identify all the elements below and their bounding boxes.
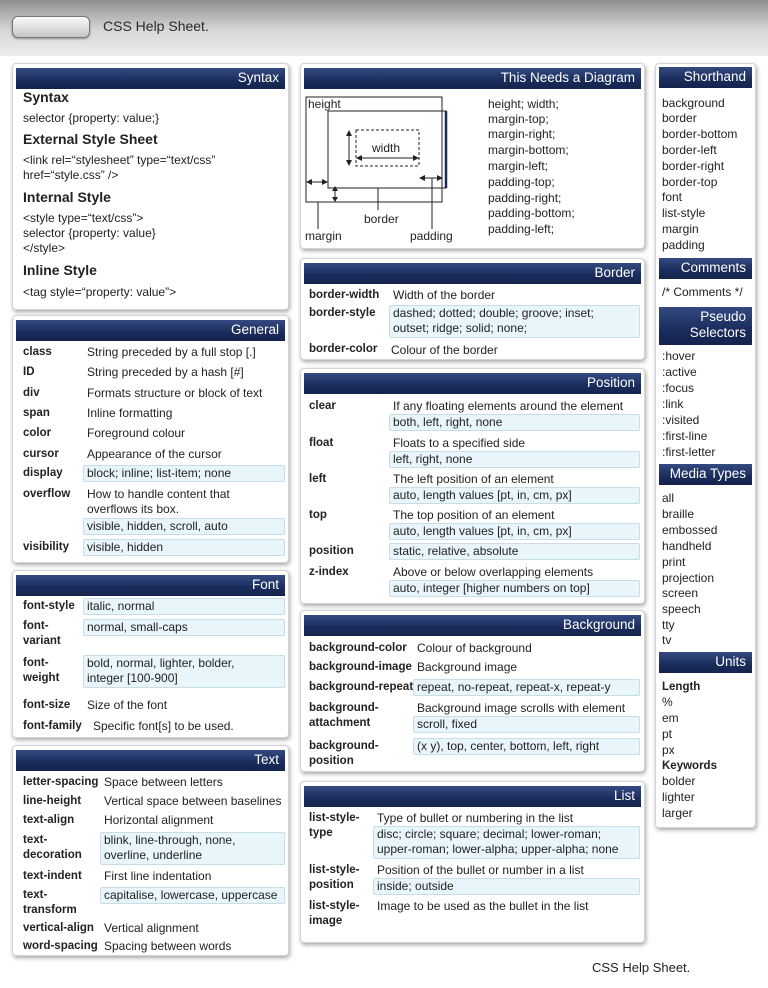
prop-values: left, right, none <box>389 451 640 468</box>
prop-desc: Type of bullet or numbering in the list <box>377 811 574 825</box>
prop-values: block; inline; list-item; none <box>83 465 285 482</box>
internal-heading: Internal Style <box>23 189 111 205</box>
border-panel <box>300 258 645 360</box>
prop-name: text-indent <box>23 870 82 882</box>
units-item: em <box>662 711 679 725</box>
comments-header: Comments <box>659 258 752 279</box>
units-item: % <box>662 695 673 709</box>
prop-name: cursor <box>23 448 59 460</box>
units-item: bolder <box>662 774 696 788</box>
prop-name: list-style- <box>309 864 360 876</box>
shorthand-item: border-bottom <box>662 127 738 141</box>
syntax-line: selector {property: value;} <box>23 111 160 125</box>
prop-desc: Vertical alignment <box>104 921 199 935</box>
prop-name: float <box>309 437 334 449</box>
prop-desc: Size of the font <box>87 698 168 712</box>
prop-name: vertical-align <box>23 922 94 934</box>
position-panel <box>300 368 645 604</box>
font-header: Font <box>16 575 285 596</box>
prop-desc: overflows its box. <box>87 502 180 516</box>
prop-name: list-style- <box>309 900 360 912</box>
prop-name: letter-spacing <box>23 776 99 788</box>
prop-name: background-repeat <box>309 681 414 693</box>
media-header: Media Types <box>659 464 752 485</box>
shorthand-item: border <box>662 111 697 125</box>
prop-name: overflow <box>23 488 71 500</box>
shorthand-header: Shorthand <box>659 67 752 88</box>
media-item: tv <box>662 633 672 647</box>
shorthand-item: border-right <box>662 159 725 173</box>
label-width: width <box>372 141 401 155</box>
prop-desc: Space between letters <box>104 775 223 789</box>
arrow-head <box>413 155 419 161</box>
general-header: General <box>16 320 285 341</box>
prop-name: list-style- <box>309 812 360 824</box>
prop-name: font-family <box>23 720 82 732</box>
prop-desc: Width of the border <box>393 288 496 302</box>
prop-desc: First line indentation <box>104 869 212 883</box>
prop-desc: Vertical space between baselines <box>104 794 282 808</box>
media-item: all <box>662 491 675 505</box>
prop-name: div <box>23 387 40 399</box>
pseudo-item: :focus <box>662 381 695 395</box>
prop-name: font-style <box>23 600 75 612</box>
media-item: tty <box>662 618 675 632</box>
external-heading: External Style Sheet <box>23 131 158 147</box>
prop-name: background- <box>309 702 379 714</box>
label-height: height <box>308 97 341 111</box>
prop-values: inside; outside <box>373 878 640 895</box>
box-prop: padding-right; <box>488 191 562 205</box>
pseudo-title-line: Selectors <box>689 325 746 340</box>
prop-name: border-style <box>309 307 376 319</box>
arrow-head <box>322 179 328 185</box>
media-item: screen <box>662 586 699 600</box>
prop-values: both, left, right, none <box>389 414 640 431</box>
prop-name: background-image <box>309 661 412 673</box>
box-prop: padding-top; <box>488 175 555 189</box>
prop-desc: String preceded by a hash [#] <box>87 365 244 379</box>
prop-desc: Formats structure or block of text <box>87 386 263 400</box>
media-item: handheld <box>662 539 712 553</box>
prop-name: position <box>309 879 354 891</box>
arrow-head <box>419 175 425 181</box>
prop-values: auto, length values [pt, in, cm, px] <box>389 523 640 540</box>
shorthand-item: font <box>662 190 683 204</box>
prop-values: capitalise, lowercase, uppercase <box>100 887 285 904</box>
text-header: Text <box>16 750 285 771</box>
internal-line-1: <style type=“text/css”> <box>23 211 144 225</box>
prop-name: line-height <box>23 795 82 807</box>
box-prop: margin-bottom; <box>488 143 569 157</box>
syntax-heading: Syntax <box>23 89 69 105</box>
prop-name: weight <box>23 672 60 684</box>
box-model-diagram <box>301 64 646 250</box>
prop-name: attachment <box>309 717 371 729</box>
top-bar <box>0 0 768 56</box>
arrow-head <box>332 197 338 202</box>
font-panel <box>12 570 289 738</box>
prop-name: class <box>23 346 52 358</box>
external-line-1: <link rel=“stylesheet” type=“text/css” <box>23 153 216 167</box>
prop-values: (x y), top, center, bottom, left, right <box>413 738 640 755</box>
prop-desc: Foreground colour <box>87 426 186 440</box>
prop-name: border-width <box>309 289 380 301</box>
pseudo-item: :link <box>662 397 684 411</box>
prop-desc: Floats to a specified side <box>393 436 526 450</box>
prop-desc: Above or below overlapping elements <box>393 565 594 579</box>
value-line: upper-roman; lower-alpha; upper-alpha; none <box>377 842 619 856</box>
prop-desc: Colour of the border <box>391 343 498 357</box>
text-panel <box>12 745 289 956</box>
box-prop: height; width; <box>488 97 559 111</box>
prop-values <box>100 832 285 865</box>
background-header: Background <box>304 615 641 636</box>
prop-name: position <box>309 755 354 767</box>
units-header: Units <box>659 652 752 673</box>
box-prop: margin-right; <box>488 127 556 141</box>
prop-values: normal, small-caps <box>83 619 285 636</box>
app-title: CSS Help Sheet. <box>103 18 209 34</box>
value-line: overline, underline <box>104 848 203 862</box>
prop-name: top <box>309 509 327 521</box>
prop-name: visibility <box>23 541 70 553</box>
arrow-head <box>346 130 352 136</box>
prop-values: static, relative, absolute <box>389 543 640 560</box>
prop-name: clear <box>309 400 336 412</box>
value-line: disc; circle; square; decimal; lower-roman; <box>377 827 602 841</box>
label-padding: padding <box>410 229 453 243</box>
prop-name: z-index <box>309 566 349 578</box>
shorthand-item: border-top <box>662 175 718 189</box>
units-item: pt <box>662 727 673 741</box>
label-border: border <box>364 212 399 226</box>
prop-name: ID <box>23 366 35 378</box>
arrow-head <box>356 155 362 161</box>
general-panel <box>12 315 289 563</box>
prop-name: text- <box>23 889 48 901</box>
units-item: lighter <box>662 790 695 804</box>
prop-desc: If any floating elements around the element <box>393 399 624 413</box>
shorthand-item: list-style <box>662 206 706 220</box>
diagram-panel <box>300 63 645 249</box>
pseudo-title-line: Pseudo <box>700 309 746 324</box>
external-line-2: href=“style.css” /> <box>23 168 119 182</box>
syntax-panel <box>12 63 289 310</box>
prop-desc: Specific font[s] to be used. <box>93 719 234 733</box>
prop-name: text-align <box>23 814 75 826</box>
prop-desc: Horizontal alignment <box>104 813 214 827</box>
prop-name: background- <box>309 740 379 752</box>
list-panel <box>300 781 645 943</box>
prop-values: auto, length values [pt, in, cm, px] <box>389 487 640 504</box>
box-prop: padding-bottom; <box>488 206 575 220</box>
arrow-head <box>306 179 312 185</box>
media-item: braille <box>662 507 695 521</box>
prop-desc: Spacing between words <box>104 939 232 953</box>
prop-name: background-color <box>309 642 407 654</box>
prop-desc: Image to be used as the bullet in the list <box>377 899 589 913</box>
prop-name: type <box>309 827 333 839</box>
prop-values <box>373 826 640 859</box>
prop-name: left <box>309 473 327 485</box>
prop-values: visible, hidden, scroll, auto <box>83 518 285 535</box>
units-item: larger <box>662 806 693 820</box>
pseudo-item: :visited <box>662 413 700 427</box>
prop-name: variant <box>23 635 61 647</box>
prop-name: border-color <box>309 343 378 355</box>
prop-name: text- <box>23 834 48 846</box>
prop-desc: How to handle content that <box>87 487 230 501</box>
right-column-panel <box>655 63 756 828</box>
media-item: embossed <box>662 523 718 537</box>
units-length-heading: Length <box>662 681 701 693</box>
position-header: Position <box>304 373 641 394</box>
units-keywords-heading: Keywords <box>662 760 717 772</box>
media-item: print <box>662 555 686 569</box>
prop-values <box>389 305 640 338</box>
value-line: dashed; dotted; double; groove; inset; <box>393 306 594 320</box>
arrow-head <box>346 160 352 166</box>
border-header: Border <box>304 263 641 284</box>
shorthand-item: padding <box>662 238 705 252</box>
prop-name: word-spacing <box>23 940 98 952</box>
prop-name: font-size <box>23 699 71 711</box>
pseudo-header <box>659 307 752 345</box>
prop-name: image <box>309 915 343 927</box>
comments-text: /* Comments */ <box>662 285 743 299</box>
box-prop: margin-left; <box>488 159 549 173</box>
prop-values: italic, normal <box>83 598 285 615</box>
prop-name: position <box>309 545 354 557</box>
prop-values: repeat, no-repeat, repeat-x, repeat-y <box>413 679 640 696</box>
prop-desc: Appearance of the cursor <box>87 447 222 461</box>
shorthand-item: border-left <box>662 143 717 157</box>
prop-desc: Background image scrolls with element <box>417 701 626 715</box>
internal-line-2: selector {property: value} <box>23 226 156 240</box>
prop-desc: Inline formatting <box>87 406 173 420</box>
units-item: px <box>662 743 675 757</box>
pseudo-item: :first-line <box>662 429 708 443</box>
shorthand-item: background <box>662 96 725 110</box>
value-line: outset; ridge; solid; none; <box>393 321 528 335</box>
prop-name: color <box>23 427 52 439</box>
prop-name: font- <box>23 657 49 669</box>
prop-name: decoration <box>23 849 82 861</box>
pseudo-item: :hover <box>662 349 696 363</box>
label-margin: margin <box>305 229 342 243</box>
prop-name: font- <box>23 620 49 632</box>
diagram-header: This Needs a Diagram <box>304 68 641 89</box>
prop-values <box>83 655 285 688</box>
shorthand-item: margin <box>662 222 699 236</box>
pseudo-item: :active <box>662 365 697 379</box>
inline-line: <tag style=“property: value”> <box>23 285 177 299</box>
prop-desc: Background image <box>417 660 518 674</box>
prop-values: auto, integer [higher numbers on top] <box>389 580 640 597</box>
prop-desc: Colour of background <box>417 641 532 655</box>
prop-desc: String preceded by a full stop [.] <box>87 345 256 359</box>
prop-name: display <box>23 467 63 479</box>
value-line: blink, line-through, none, <box>104 833 236 847</box>
box-prop: margin-top; <box>488 112 549 126</box>
prop-desc: The left position of an element <box>393 472 554 486</box>
prop-name: span <box>23 407 50 419</box>
window-button[interactable] <box>12 16 90 38</box>
background-panel <box>300 610 645 772</box>
pseudo-item: :first-letter <box>662 445 716 459</box>
prop-name: transform <box>23 904 77 916</box>
prop-desc: Position of the bullet or number in a list <box>377 863 584 877</box>
footer-title: CSS Help Sheet. <box>592 960 691 975</box>
syntax-header: Syntax <box>16 68 285 89</box>
internal-line-3: </style> <box>23 241 66 255</box>
value-line: bold, normal, lighter, bolder, <box>87 656 235 670</box>
prop-values: visible, hidden <box>83 539 285 556</box>
prop-desc: The top position of an element <box>393 508 555 522</box>
prop-values: scroll, fixed <box>413 716 640 733</box>
box-prop: padding-left; <box>488 222 555 236</box>
media-item: speech <box>662 602 701 616</box>
value-line: integer [100-900] <box>87 671 178 685</box>
inline-heading: Inline Style <box>23 262 97 278</box>
media-item: projection <box>662 571 715 585</box>
list-header: List <box>304 786 641 807</box>
